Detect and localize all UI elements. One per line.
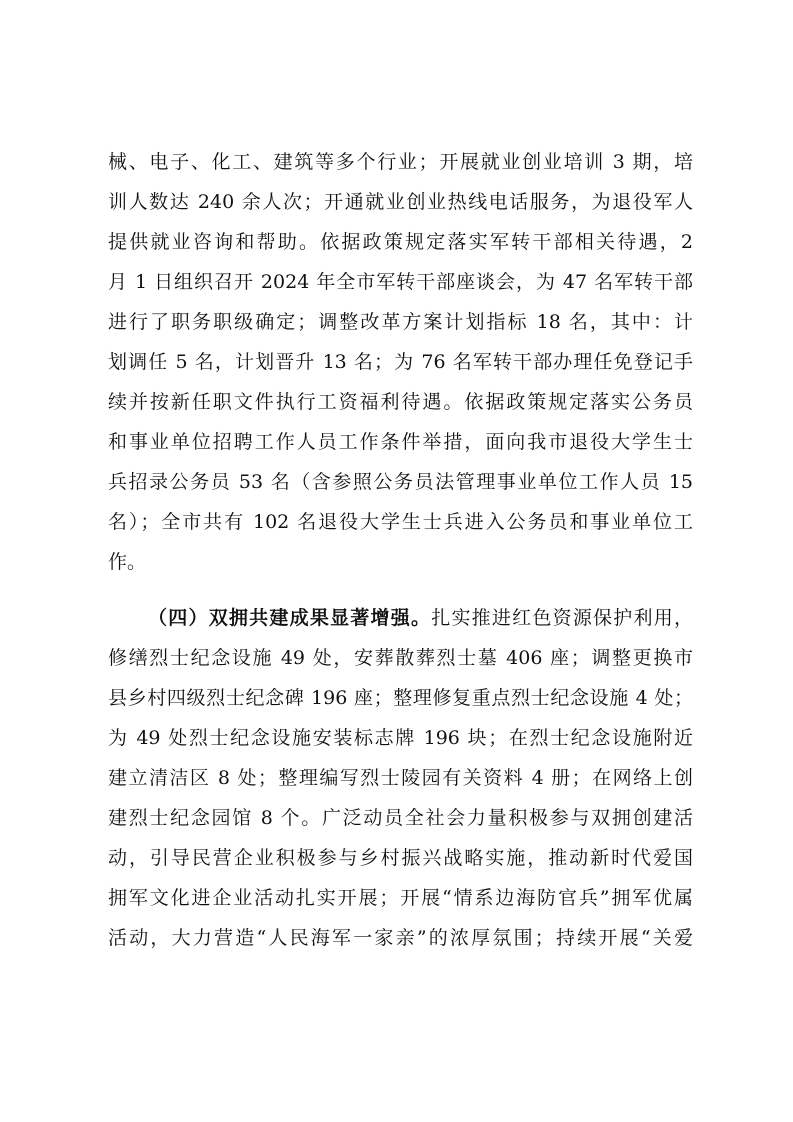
paragraph-line: 修缮烈士纪念设施 49 处，安葬散葬烈士墓 406 座；调整更换市 xyxy=(108,647,693,669)
paragraph-line: 拥军文化进企业活动扎实开展；开展“情系边海防官兵”拥军优属 xyxy=(108,887,693,909)
paragraph-line: 活动，大力营造“人民海军一家亲”的浓厚氛围；持续开展“关爱 xyxy=(108,927,693,949)
paragraph-line: 兵招录公务员 53 名（含参照公务员法管理事业单位工作人员 15 xyxy=(108,471,693,493)
paragraph-line: 县乡村四级烈士纪念碑 196 座；整理修复重点烈士纪念设施 4 处； xyxy=(108,687,693,709)
paragraph-line: 动，引导民营企业积极参与乡村振兴战略实施，推动新时代爱国 xyxy=(108,847,693,869)
paragraph-line: 为 49 处烈士纪念设施安装标志牌 196 块；在烈士纪念设施附近 xyxy=(108,727,693,749)
section-heading: （四）双拥共建成果显著增强。 xyxy=(148,607,432,629)
paragraph-line: 划调任 5 名，计划晋升 13 名；为 76 名军转干部办理任免登记手 xyxy=(108,351,693,373)
section-first-line xyxy=(148,598,693,638)
paragraph-line: 和事业单位招聘工作人员工作条件举措，面向我市退役大学生士 xyxy=(108,431,693,453)
paragraph-line: 提供就业咨询和帮助。依据政策规定落实军转干部相关待遇，2 xyxy=(108,231,693,253)
paragraph-line: 建烈士纪念园馆 8 个。广泛动员全社会力量积极参与双拥创建活 xyxy=(108,807,693,829)
paragraph-line: 续并按新任职文件执行工资福利待遇。依据政策规定落实公务员 xyxy=(108,391,693,413)
paragraph-line: 名）；全市共有 102 名退役大学生士兵进入公务员和事业单位工 xyxy=(108,511,693,533)
paragraph-line: 进行了职务职级确定；调整改革方案计划指标 18 名，其中：计 xyxy=(108,311,693,333)
paragraph-line: 械、电子、化工、建筑等多个行业；开展就业创业培训 3 期，培 xyxy=(108,151,693,173)
paragraph-line: 作。 xyxy=(108,551,147,573)
paragraph-line: 月 1 日组织召开 2024 年全市军转干部座谈会，为 47 名军转干部 xyxy=(108,271,693,293)
section-first-line-text: 扎实推进红色资源保护利用， xyxy=(431,607,693,629)
paragraph-line: 建立清洁区 8 处；整理编写烈士陵园有关资料 4 册；在网络上创 xyxy=(108,767,693,789)
paragraph-line: 训人数达 240 余人次；开通就业创业热线电话服务，为退役军人 xyxy=(108,191,693,213)
